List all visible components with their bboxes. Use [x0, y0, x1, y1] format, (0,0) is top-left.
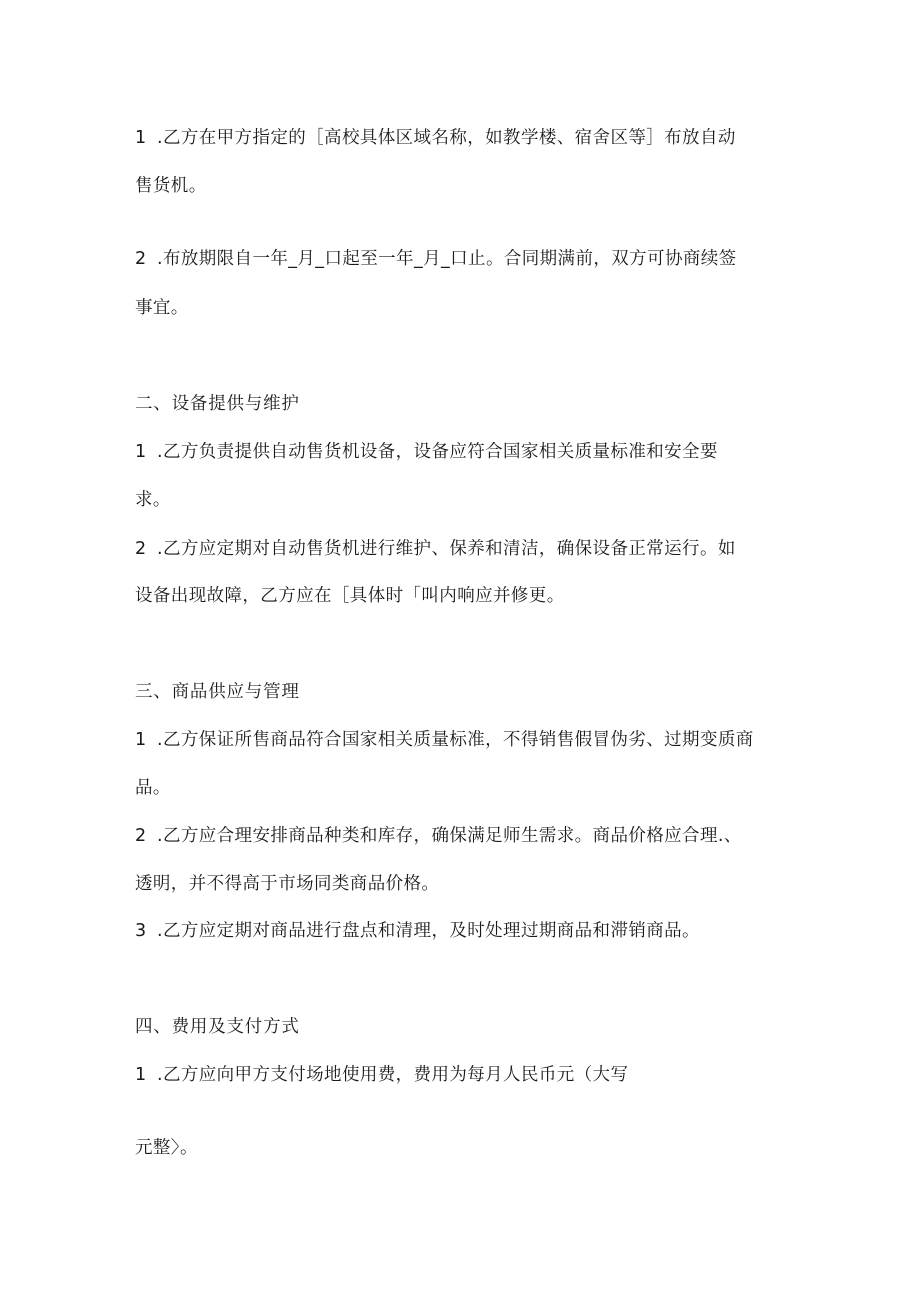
section2-item2-line2: 设备出现故障，乙方应在［具体时「叫内响应并修更。 [135, 586, 565, 606]
item-text: .乙方应定期对商品进行盘点和清理，及时处理过期商品和滞销商品。 [157, 921, 700, 941]
section2-heading: 二、设备提供与维护 [135, 394, 300, 414]
item-number: 2 [135, 249, 147, 269]
item-number: 1 [135, 730, 147, 750]
section4-item1-line2: 元整〉。 [135, 1138, 198, 1158]
item-text: .乙方应定期对自动售货机进行维护、保养和清洁，确保设备正常运行。如 [157, 539, 736, 559]
section3-item3-line1 [135, 919, 700, 943]
section2-item2-line1 [135, 537, 736, 561]
item-number: 3 [135, 921, 147, 941]
item-number: 1 [135, 442, 147, 462]
section1-item1-line1 [135, 126, 736, 150]
section3-heading: 三、商品供应与管理 [135, 682, 300, 702]
item-text: .布放期限自一年_月_口起至一年_月_口止。合同期满前，双方可协商续签 [157, 249, 737, 269]
section2-item1-line1 [135, 440, 718, 464]
item-text: .乙方在甲方指定的［高校具体区域名称，如教学楼、宿舍区等］布放自动 [157, 128, 736, 148]
section1-item2-line1 [135, 247, 737, 271]
item-text: .乙方保证所售商品符合国家相关质量标准，不得销售假冒伪劣、过期变质商 [157, 730, 754, 750]
section4-heading: 四、费用及支付方式 [135, 1017, 300, 1037]
item-text: .乙方应合理安排商品种类和库存，确保满足师生需求。商品价格应合理.、 [157, 826, 742, 846]
item-number: 2 [135, 539, 147, 559]
section1-item1-line2: 售货机。 [135, 176, 207, 196]
item-number: 2 [135, 826, 147, 846]
section2-item1-line2: 求。 [135, 490, 171, 510]
section3-item1-line1 [135, 728, 754, 752]
section3-item1-line2: 品。 [135, 778, 171, 798]
item-number: 1 [135, 1065, 147, 1085]
section1-item2-line2: 事宜。 [135, 298, 189, 318]
item-number: 1 [135, 128, 147, 148]
section3-item2-line2: 透明，并不得高于市场同类商品价格。 [135, 874, 440, 894]
section3-item2-line1 [135, 824, 742, 848]
item-text: .乙方应向甲方支付场地使用费，费用为每月人民币元（大写 [157, 1065, 629, 1085]
section4-item1-line1 [135, 1063, 628, 1087]
item-text: .乙方负责提供自动售货机设备，设备应符合国家相关质量标准和安全要 [157, 442, 718, 462]
